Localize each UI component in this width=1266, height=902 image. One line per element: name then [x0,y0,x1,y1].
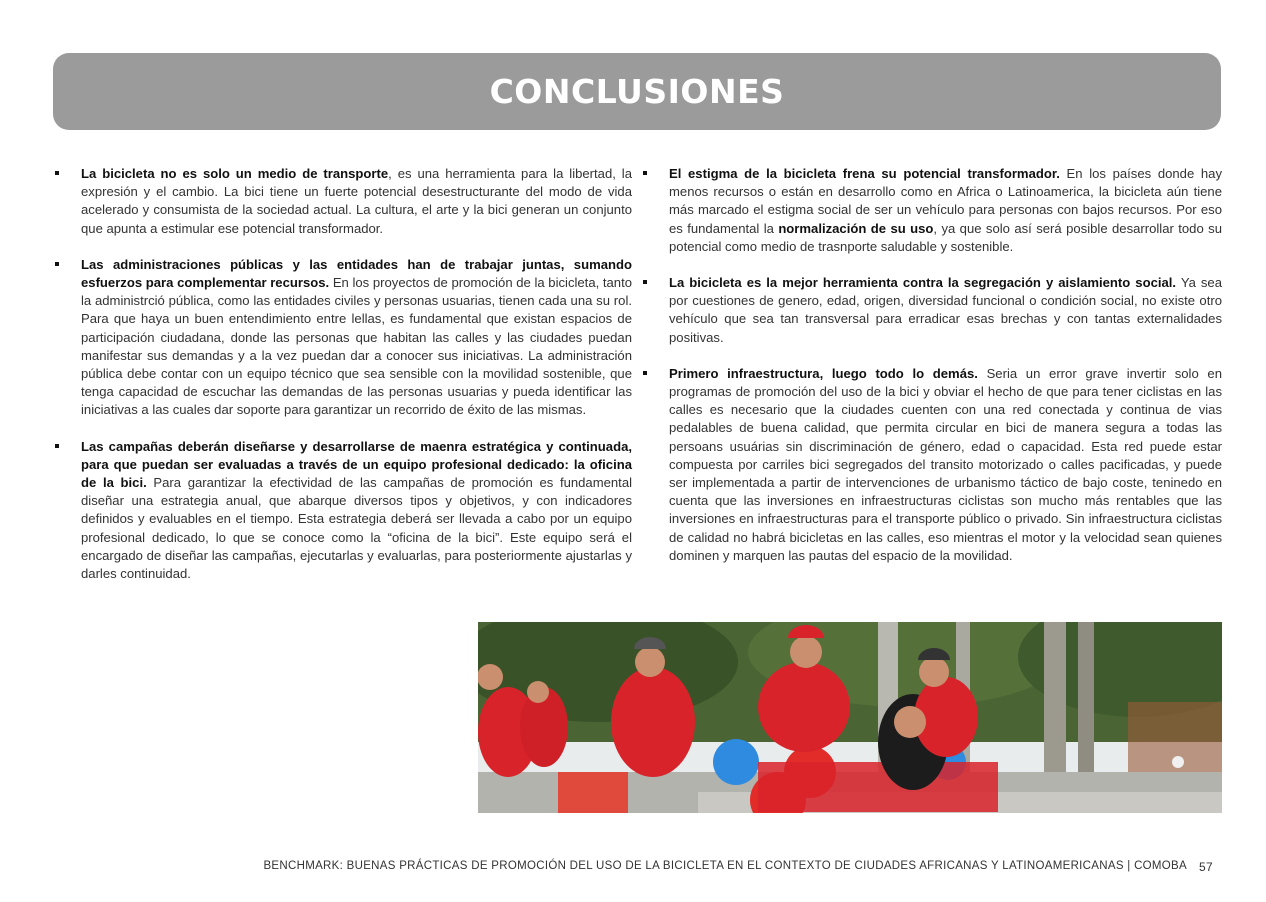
footer-text: BENCHMARK: BUENAS PRÁCTICAS DE PROMOCIÓN DEL USO DE LA BICICLETA EN EL CONTEXTO DE CIUDADES AFRICANAS Y LATINOAMERICANAS | COMOBA [263,860,1187,872]
list-item [52,438,632,584]
title-banner [53,53,1221,130]
page-title: CONCLUSIONES [489,72,785,111]
lead-text: La bicicleta es la mejor herramienta contra la segregación y aislamiento social. [669,275,1177,291]
list-item [52,165,632,238]
list-item [52,256,632,420]
list-item [640,165,1222,256]
body-text: , es una herramienta para la libertad, la expresión y el cambio. La bici tiene un fuerte potencial desestructurante del modo de vida acelerado y consumista de la sociedad actual. La cultura, el arte y la bici generan un conjunto que apunta a estimular ese potencial transformador. [81,166,632,236]
bullet-icon [643,280,647,284]
paragraph [81,256,632,420]
paragraph [669,274,1222,347]
paragraph [81,438,632,584]
body-text: Seria un error grave invertir solo en programas de promoción del uso de la bici y obviar el hecho de que para tener ciclistas en las calles es necesario que la ciudades cuenten con una red conectada y continua de vias pedalables de buena calidad, que permita circular en bici de manera segura a todas las persoans usuárias sin discriminación de género, edad o capacidad. Esta red puede estar compuesta por carriles bici segregados del transito motorizado o calles pacificadas, y puede ser implementada a partir de intervenciones de urbanismo táctico de bajo coste, teninedo en cuenta que las inversiones en infraestructuras ciclistas son mucho más rentables que las inversiones en infraestructuras para el transporte público o privado. Sin infraestructura ciclistas de calidad no habrá bicicletas en las calles, eso mientras el motor y la velocidad sean quienes dominen y marquen las pautas del espacio de la movilidad. [669,365,1222,563]
bullet-icon [55,171,59,175]
bullet-icon [643,171,647,175]
paragraph [669,365,1222,565]
bullet-icon [643,371,647,375]
body-text: Ya sea por cuestiones de genero, edad, origen, diversidad funcional o condición social, no existe otro vehículo que sea tan transversal para erradicar esas brechas y con tantas externalidades positivas. [669,275,1223,345]
paragraph [81,165,632,238]
right-column [640,165,1222,583]
lead-text: Las campañas deberán diseñarse y desarrollarse de maenra estratégica y continuada, para que puedan ser evaluadas a través de un equipo profesional dedicado: la oficina de la bici. [81,438,632,491]
list-item [640,365,1222,565]
paragraph [669,165,1222,256]
lead-text: La bicicleta no es solo un medio de transporte [81,166,389,181]
lead-text: Primero infraestructura, luego todo lo demás. [669,365,978,381]
page-number: 57 [1199,860,1213,874]
group-cyclists-photo-icon [478,622,1222,813]
body-text: Para garantizar la efectividad de las campañas de promoción es fundamental diseñar una estrategia anual, que abarque diversos tipos y objetivos, y con indicadores definidos y evaluables en el tiempo. Esta estrategia deberá ser llevada a cabo por un equipo profesional dedicado, lo que se conoce como la “oficina de la bici”. Este equipo será el encargado de diseñar las campañas, ejecutarlas y evaluarlas, para posteriormente ajustarlas y darles continuidad. [81,475,633,582]
body-text: En los países donde hay menos recursos o están en desarrollo como en Africa o Latinoamerica, la bicicleta aún tiene más marcado el estigma social de ser un vehículo para personas con bajos recursos. Por eso es fundamental la [669,166,1222,236]
body-text: En los proyectos de promoción de la bicicleta, tanto la administrció pública, como las entidades civiles y personas usuarias, tienen cada una su rol. Para que haya un buen entendimiento entre lellas, es fundamental que existan espacios de participación ciudadana, donde las personas que habitan las calles y las ciudades puedan manifestar sus demandas y a la vez puedan dar a conocer sus iniciativas. La administración pública debe contar con un equipo técnico que sea sensible con la movilidad sostenible, que tenga capacidad de escuchar las demandas de las personas usuarias y pueda identificar las iniciativas a las cuales dar soporte para garantizar un recorrido de éxito de las mismas. [81,275,632,418]
list-item [640,274,1222,347]
bullet-icon [55,262,59,266]
cyclists-photo [478,622,1222,813]
body-text: , ya que solo así será posible desarrollar todo su potencial como medio de trasnporte saludable y sostenible. [669,220,1222,254]
lead-text: Las administraciones públicas y las entidades han de trabajar juntas, sumando esfuerzos para complementar recursos. [81,256,632,291]
left-column [52,165,632,601]
emphasis-text: normalización de su uso [778,220,934,236]
bullet-icon [55,444,59,448]
lead-text: El estigma de la bicicleta frena su potencial transformador. [669,166,1060,181]
